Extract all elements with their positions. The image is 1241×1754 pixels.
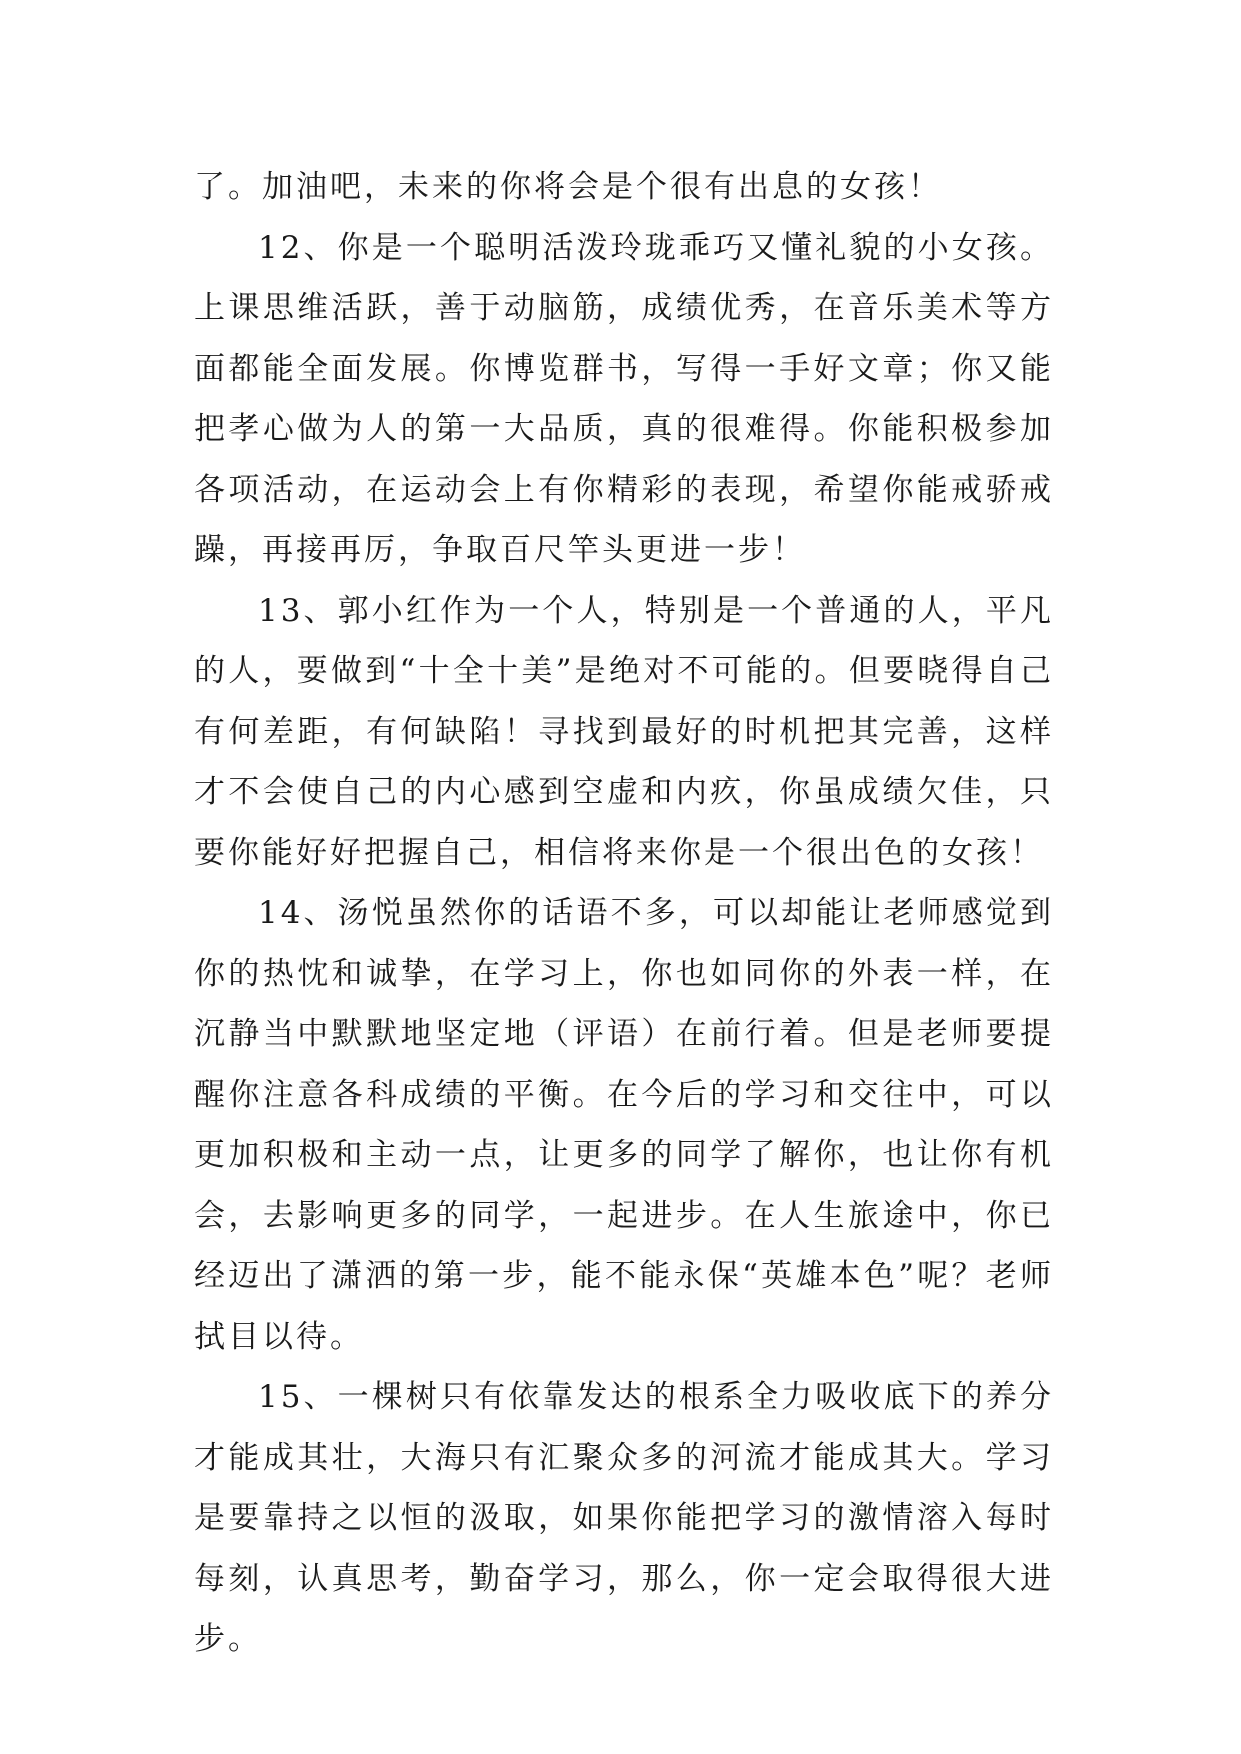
- paragraph-comment-14: 14、汤悦虽然你的话语不多，可以却能让老师感觉到你的热忱和诚挚，在学习上，你也如同你的外表一样，在沉静当中默默地坚定地（评语）在前行着。但是老师要提醒你注意各科成绩的平衡。在今后的学习和交往中，可以更加积极和主动一点，让更多的同学了解你，也让你有机会，去影响更多的同学，一起进步。在人生旅途中，你已经迈出了潇洒的第一步，能不能永保“英雄本色”呢？老师拭目以待。: [194, 895, 1054, 1355]
- paragraph-comment-15: 15、一棵树只有依靠发达的根系全力吸收底下的养分才能成其壮，大海只有汇聚众多的河流才能成其大。学习是要靠持之以恒的汲取，如果你能把学习的激情溶入每时每刻，认真思考，勤奋学习，那么，你一定会取得很大进步。: [194, 1379, 1054, 1657]
- paragraph-comment-13: 13、郭小红作为一个人，特别是一个普通的人，平凡的人，要做到“十全十美”是绝对不可能的。但要晓得自己有何差距，有何缺陷！寻找到最好的时机把其完善，这样才不会使自己的内心感到空虚和内疚，你虽成绩欠佳，只要你能好好把握自己，相信将来你是一个很出色的女孩！: [194, 592, 1054, 871]
- paragraph-comment-12: 12、你是一个聪明活泼玲珑乖巧又懂礼貌的小女孩。上课思维活跃，善于动脑筋，成绩优秀，在音乐美术等方面都能全面发展。你博览群书，写得一手好文章；你又能把孝心做为人的第一大品质，真的很难得。你能积极参加各项活动，在运动会上有你精彩的表现，希望你能戒骄戒躁，再接再厉，争取百尺竿头更进一步！: [194, 229, 1054, 568]
- document-body: [194, 157, 1054, 1670]
- paragraph-continuation: 了。加油吧，未来的你将会是个很有出息的女孩！: [194, 169, 942, 205]
